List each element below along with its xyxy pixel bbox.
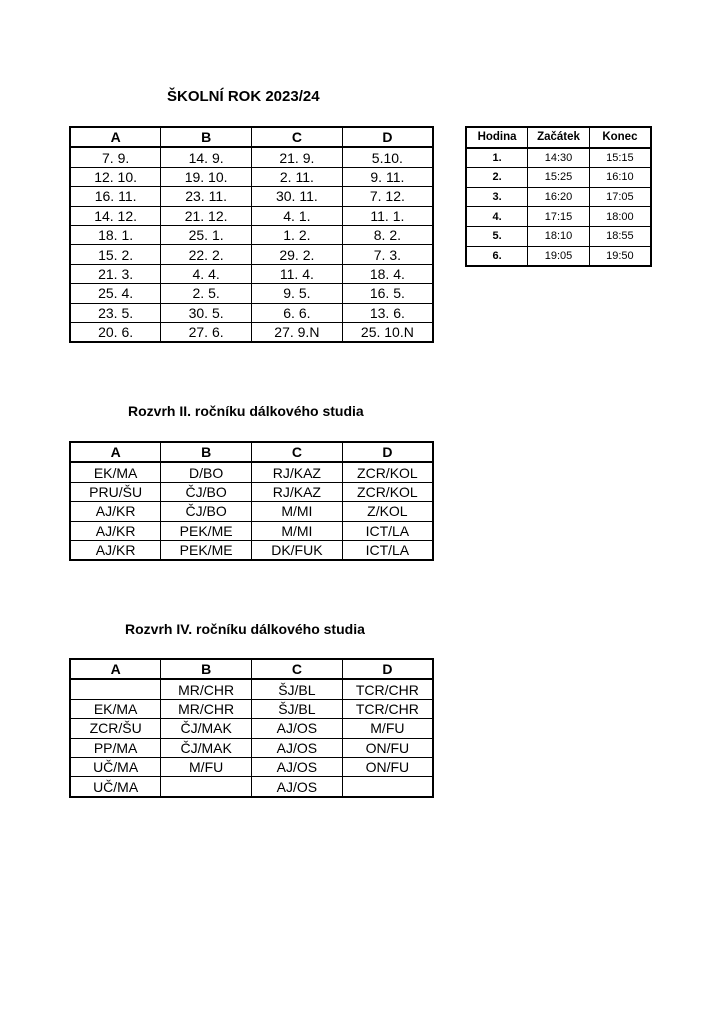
table-cell: 23. 5. <box>70 303 161 322</box>
table-cell: UČ/MA <box>70 757 161 776</box>
table-cell: 25. 4. <box>70 284 161 303</box>
table-cell: 11. 1. <box>342 206 433 225</box>
table-cell: 2. 5. <box>161 284 252 303</box>
table-row <box>70 462 433 482</box>
table-header-row <box>70 127 433 147</box>
table-row <box>70 187 433 206</box>
table-row <box>70 482 433 501</box>
column-header: B <box>161 442 252 462</box>
table-cell: EK/MA <box>70 699 161 718</box>
table-cell: 14. 9. <box>161 147 252 167</box>
table-cell: 20. 6. <box>70 322 161 342</box>
table-cell: 21. 9. <box>252 147 343 167</box>
table-cell: AJ/KR <box>70 521 161 540</box>
table-row <box>466 226 651 246</box>
table-cell: 17:15 <box>528 207 590 227</box>
table-cell: M/MI <box>252 521 343 540</box>
lesson-times-table <box>465 126 652 267</box>
table-cell: 11. 4. <box>252 264 343 283</box>
table-cell: ČJ/BO <box>161 482 252 501</box>
table-cell: DK/FUK <box>252 540 343 560</box>
table-row <box>70 225 433 244</box>
table-cell: 19:05 <box>528 246 590 266</box>
table-cell: 16. 5. <box>342 284 433 303</box>
table-cell: 4. 4. <box>161 264 252 283</box>
table-cell: 23. 11. <box>161 187 252 206</box>
table-cell: 21. 12. <box>161 206 252 225</box>
table-cell: ČJ/BO <box>161 502 252 521</box>
table-cell: 6. 6. <box>252 303 343 322</box>
table-cell: ŠJ/BL <box>252 699 343 718</box>
column-header: D <box>342 127 433 147</box>
table-cell: AJ/KR <box>70 540 161 560</box>
table-cell: AJ/KR <box>70 502 161 521</box>
table-row <box>70 245 433 264</box>
table-cell: 3. <box>466 187 528 207</box>
table-cell: 25. 10.N <box>342 322 433 342</box>
table-row <box>466 168 651 188</box>
table-cell: 1. <box>466 148 528 168</box>
table-cell: 7. 12. <box>342 187 433 206</box>
table-cell <box>161 777 252 797</box>
table-cell: 19. 10. <box>161 167 252 186</box>
table-cell: ICT/LA <box>342 540 433 560</box>
table-cell: 2. <box>466 168 528 188</box>
table-cell: ČJ/MAK <box>161 738 252 757</box>
table-row <box>70 679 433 699</box>
column-header: Hodina <box>466 127 528 148</box>
table-row <box>70 521 433 540</box>
table-cell: ZCR/KOL <box>342 482 433 501</box>
table-row <box>70 167 433 186</box>
table-cell: 18. 4. <box>342 264 433 283</box>
schedule-ii-table <box>69 441 434 561</box>
table-cell: M/MI <box>252 502 343 521</box>
table-row <box>70 284 433 303</box>
table-cell: 12. 10. <box>70 167 161 186</box>
column-header: A <box>70 127 161 147</box>
column-header: A <box>70 659 161 679</box>
table-cell: 21. 3. <box>70 264 161 283</box>
table-cell: 14:30 <box>528 148 590 168</box>
table-cell: ČJ/MAK <box>161 719 252 738</box>
column-header: Konec <box>589 127 651 148</box>
table-cell: MR/CHR <box>161 699 252 718</box>
table-cell: UČ/MA <box>70 777 161 797</box>
table-cell: TCR/CHR <box>342 679 433 699</box>
table-cell: 14. 12. <box>70 206 161 225</box>
table-cell: 15. 2. <box>70 245 161 264</box>
table-cell: 18:10 <box>528 226 590 246</box>
table-cell: 17:05 <box>589 187 651 207</box>
table-cell: AJ/OS <box>252 738 343 757</box>
table-cell: RJ/KAZ <box>252 462 343 482</box>
table-cell: 7. 3. <box>342 245 433 264</box>
table-row <box>70 147 433 167</box>
table-row <box>70 757 433 776</box>
table-header-row <box>466 127 651 148</box>
table-cell: PEK/ME <box>161 521 252 540</box>
table-cell: 18:00 <box>589 207 651 227</box>
column-header: B <box>161 127 252 147</box>
table-cell: 5. <box>466 226 528 246</box>
table-cell: MR/CHR <box>161 679 252 699</box>
table-cell: 15:15 <box>589 148 651 168</box>
table-cell: 30. 5. <box>161 303 252 322</box>
table-cell: 5.10. <box>342 147 433 167</box>
table-cell: EK/MA <box>70 462 161 482</box>
table-cell: 7. 9. <box>70 147 161 167</box>
table-header-row <box>70 659 433 679</box>
table-row <box>466 207 651 227</box>
table-cell: 16:10 <box>589 168 651 188</box>
table-cell: D/BO <box>161 462 252 482</box>
table-cell: 9. 5. <box>252 284 343 303</box>
table-cell <box>70 679 161 699</box>
table-cell: PEK/ME <box>161 540 252 560</box>
table-cell: 8. 2. <box>342 225 433 244</box>
column-header: C <box>252 659 343 679</box>
table-cell: 1. 2. <box>252 225 343 244</box>
table-cell: 18. 1. <box>70 225 161 244</box>
table-row <box>466 187 651 207</box>
table-cell: ON/FU <box>342 757 433 776</box>
table-cell: RJ/KAZ <box>252 482 343 501</box>
column-header: C <box>252 442 343 462</box>
column-header: Začátek <box>528 127 590 148</box>
page-title: ŠKOLNÍ ROK 2023/24 <box>167 88 320 105</box>
schedule-ii-title: Rozvrh II. ročníku dálkového studia <box>128 403 364 419</box>
table-cell: M/FU <box>161 757 252 776</box>
table-header-row <box>70 442 433 462</box>
table-cell: PP/MA <box>70 738 161 757</box>
table-cell: ŠJ/BL <box>252 679 343 699</box>
table-cell: 27. 6. <box>161 322 252 342</box>
dates-table <box>69 126 434 343</box>
table-cell: ZCR/ŠU <box>70 719 161 738</box>
table-cell <box>342 777 433 797</box>
table-cell: ICT/LA <box>342 521 433 540</box>
table-cell: 27. 9.N <box>252 322 343 342</box>
table-cell: ZCR/KOL <box>342 462 433 482</box>
table-cell: AJ/OS <box>252 777 343 797</box>
table-row <box>466 246 651 266</box>
column-header: C <box>252 127 343 147</box>
table-cell: M/FU <box>342 719 433 738</box>
table-cell: 30. 11. <box>252 187 343 206</box>
table-cell: 15:25 <box>528 168 590 188</box>
table-cell: AJ/OS <box>252 719 343 738</box>
table-row <box>70 303 433 322</box>
table-cell: 13. 6. <box>342 303 433 322</box>
table-cell: Z/KOL <box>342 502 433 521</box>
table-cell: 4. <box>466 207 528 227</box>
table-cell: 2. 11. <box>252 167 343 186</box>
table-cell: 16:20 <box>528 187 590 207</box>
table-row <box>466 148 651 168</box>
column-header: D <box>342 442 433 462</box>
table-cell: 16. 11. <box>70 187 161 206</box>
table-cell: AJ/OS <box>252 757 343 776</box>
table-row <box>70 540 433 560</box>
schedule-iv-title: Rozvrh IV. ročníku dálkového studia <box>125 621 365 637</box>
table-cell: 6. <box>466 246 528 266</box>
table-row <box>70 719 433 738</box>
column-header: D <box>342 659 433 679</box>
table-cell: 18:55 <box>589 226 651 246</box>
column-header: B <box>161 659 252 679</box>
table-cell: ON/FU <box>342 738 433 757</box>
schedule-iv-table <box>69 658 434 798</box>
table-cell: 29. 2. <box>252 245 343 264</box>
column-header: A <box>70 442 161 462</box>
table-cell: 4. 1. <box>252 206 343 225</box>
table-row <box>70 777 433 797</box>
table-cell: TCR/CHR <box>342 699 433 718</box>
table-cell: 25. 1. <box>161 225 252 244</box>
table-cell: PRU/ŠU <box>70 482 161 501</box>
table-row <box>70 738 433 757</box>
table-cell: 19:50 <box>589 246 651 266</box>
table-row <box>70 206 433 225</box>
table-row <box>70 502 433 521</box>
table-cell: 9. 11. <box>342 167 433 186</box>
table-row <box>70 264 433 283</box>
table-cell: 22. 2. <box>161 245 252 264</box>
table-row <box>70 699 433 718</box>
table-row <box>70 322 433 342</box>
